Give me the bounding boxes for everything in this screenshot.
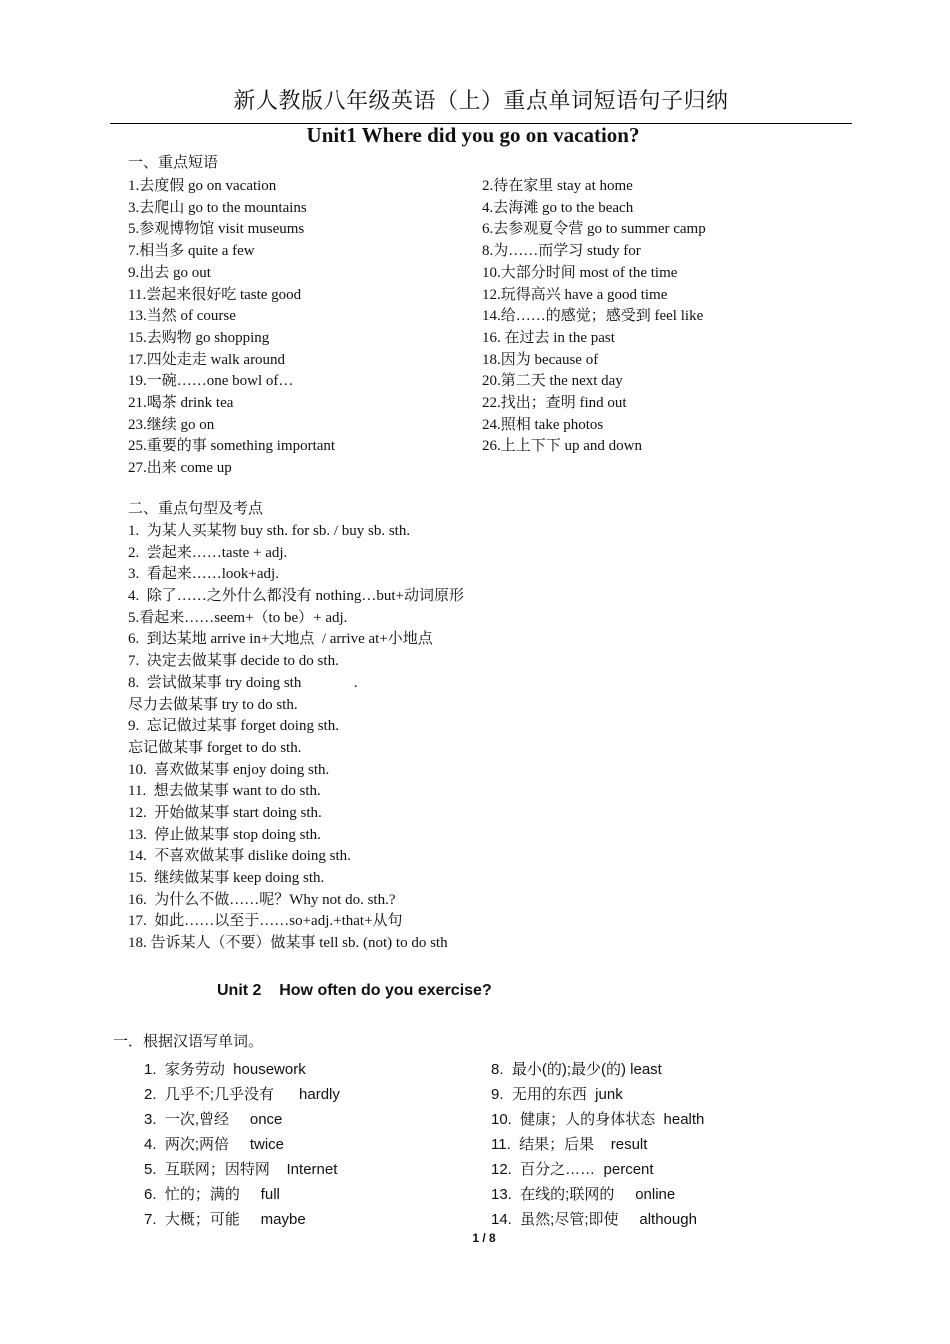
sentence-item: 18. 告诉某人（不要）做某事 tell sb. (not) to do sth [128,935,448,952]
word-item: 3. 一次,曾经 once [144,1111,283,1128]
word-item: 14. 虽然;尽管;即使 although [491,1211,697,1228]
word-item: 6. 忙的；满的 full [144,1186,280,1203]
phrase-item: 6.去参观夏令营 go to summer camp [482,221,706,238]
sentence-item: 13. 停止做某事 stop doing sth. [128,826,321,843]
sentence-item: 12. 开始做某事 start doing sth. [128,804,322,821]
phrase-item: 18.因为 because of [482,351,599,368]
phrase-item: 13.当然 of course [128,308,236,325]
sentence-item: 10. 喜欢做某事 enjoy doing sth. [128,761,330,778]
phrase-item: 7.相当多 quite a few [128,243,255,260]
unit1-sentence-list [128,521,848,955]
word-item: 8. 最小(的);最少(的) least [491,1061,662,1078]
unit1-title: Unit1 Where did you go on vacation? [306,123,640,147]
unit1-sentences-heading: 二、重点句型及考点 [128,499,264,517]
phrase-item: 14.给……的感觉；感受到 feel like [482,308,704,325]
unit2-title: Unit 2 How often do you exercise? [217,982,492,999]
word-item: 9. 无用的东西 junk [491,1086,623,1103]
phrase-item: 26.上上下下 up and down [482,438,642,455]
word-item: 10. 健康；人的身体状态 health [491,1111,705,1128]
phrase-item: 9.出去 go out [128,264,211,281]
sentence-item: 9. 忘记做过某事 forget doing sth. [128,718,339,735]
sentence-item: 14. 不喜欢做某事 dislike doing sth. [128,848,351,865]
phrase-item: 25.重要的事 something important [128,438,336,455]
unit2-words-heading: 一．根据汉语写单词。 [113,1034,264,1050]
page-number: 1 / 8 [472,1231,496,1245]
sentence-item: 16. 为什么不做……呢？Why not do. sth.? [128,891,396,908]
phrase-item: 23.继续 go on [128,416,215,433]
phrase-item: 11.尝起来很好吃 taste good [128,286,302,303]
phrase-item: 27.出来 come up [128,460,232,477]
sentence-item: 5.看起来……seem+（to be）+ adj. [128,609,348,626]
sentence-item: 1. 为某人买某物 buy sth. for sb. / buy sb. sth. [128,523,411,539]
phrase-item: 22.找出；查明 find out [482,395,627,412]
word-item: 12. 百分之…… percent [491,1161,654,1178]
phrase-item: 24.照相 take photos [482,416,604,433]
sentence-item: 11. 想去做某事 want to do sth. [128,783,321,800]
sentence-item: 4. 除了……之外什么都没有 nothing…but+动词原形 [128,588,464,605]
phrase-item: 3.去爬山 go to the mountains [128,199,307,216]
sentence-item: 3. 看起来……look+adj. [128,566,279,583]
phrase-item: 10.大部分时间 most of the time [482,264,678,281]
phrase-item: 17.四处走走 walk around [128,351,286,368]
word-item: 1. 家务劳动 housework [144,1061,306,1078]
phrase-item: 5.参观博物馆 visit museums [128,221,305,238]
phrase-item: 4.去海滩 go to the beach [482,199,634,216]
sentence-item: 7. 决定去做某事 decide to do sth. [128,653,339,670]
phrase-item: 20.第二天 the next day [482,373,623,390]
word-item: 2. 几乎不;几乎没有 hardly [144,1086,340,1103]
sentence-item: 忘记做某事 forget to do sth. [128,739,302,756]
unit1-phrase-list [128,176,848,480]
sentence-item: 17. 如此……以至于……so+adj.+that+从句 [128,913,403,930]
unit2-word-list [144,1057,844,1232]
sentence-item: 6. 到达某地 arrive in+大地点 / arrive at+小地点 [128,631,433,648]
word-item: 11. 结果；后果 result [491,1136,648,1153]
phrase-item: 1.去度假 go on vacation [128,178,277,194]
sentence-item: 尽力去做某事 try to do sth. [128,696,298,713]
phrase-item: 2.待在家里 stay at home [482,178,633,194]
page-header-title: 新人教版八年级英语（上）重点单词短语句子归纳 [110,86,852,124]
unit1-phrases-heading: 一、重点短语 [128,153,219,171]
sentence-item: 15. 继续做某事 keep doing sth. [128,870,325,886]
phrase-item: 15.去购物 go shopping [128,329,270,346]
word-item: 4. 两次;两倍 twice [144,1136,285,1153]
word-item: 5. 互联网；因特网 Internet [144,1161,338,1178]
phrase-item: 21.喝茶 drink tea [128,395,234,412]
phrase-item: 19.一碗……one bowl of… [128,373,294,390]
phrase-item: 16. 在过去 in the past [482,329,615,346]
word-item: 13. 在线的;联网的 online [491,1186,676,1203]
word-item: 7. 大概；可能 maybe [144,1211,306,1228]
sentence-item: 8. 尝试做某事 try doing sth . [128,674,358,691]
phrase-item: 8.为……而学习 study for [482,243,641,260]
sentence-item: 2. 尝起来……taste + adj. [128,544,288,561]
phrase-item: 12.玩得高兴 have a good time [482,286,668,303]
